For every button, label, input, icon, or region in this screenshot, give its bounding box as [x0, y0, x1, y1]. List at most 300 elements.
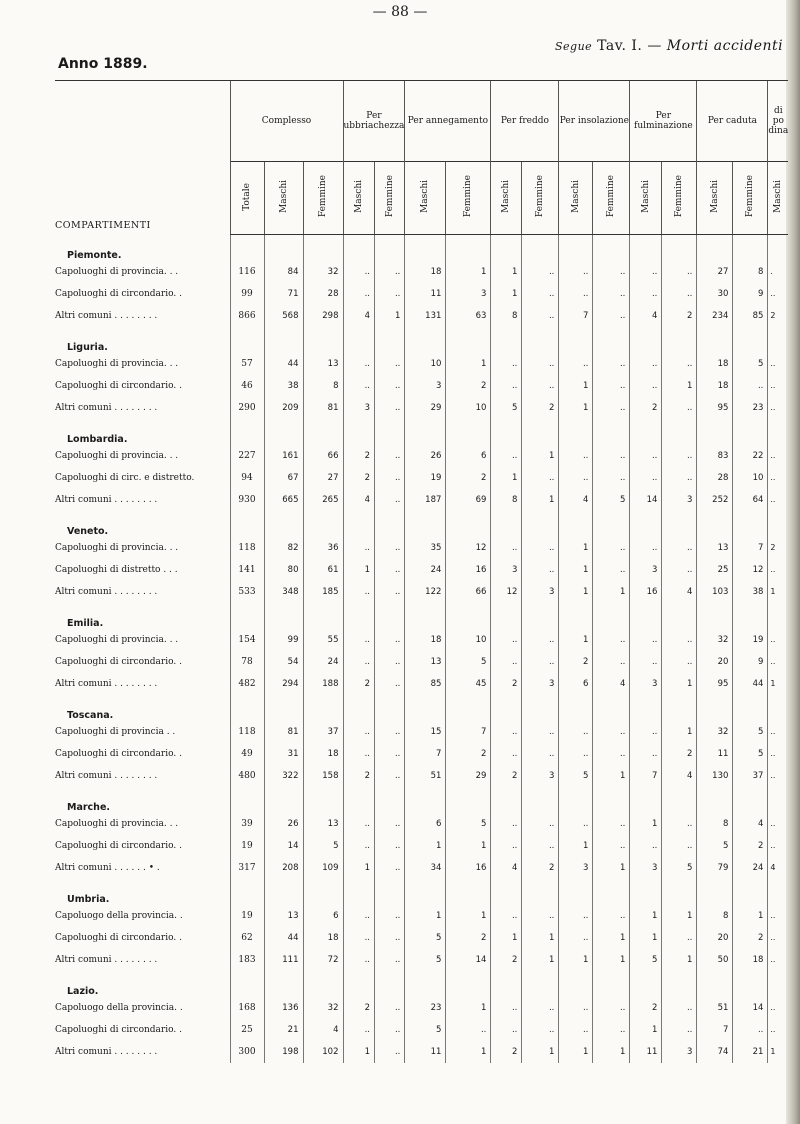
value-cell: 5	[303, 835, 343, 857]
total-cell: 62	[230, 927, 264, 949]
value-cell: 23	[405, 997, 446, 1019]
value-cell: ..	[630, 261, 662, 283]
empty-cell	[405, 235, 446, 261]
total-cell: 25	[230, 1019, 264, 1041]
value-cell: 1	[662, 905, 697, 927]
subheader-femmine: Femmine	[303, 162, 343, 235]
value-cell: 10	[733, 467, 768, 489]
value-cell: 9	[733, 283, 768, 305]
value-cell: 1	[559, 835, 593, 857]
value-cell: 4	[559, 489, 593, 511]
value-cell: ..	[662, 629, 697, 651]
value-cell: 5	[491, 397, 522, 419]
value-cell: ..	[593, 467, 630, 489]
empty-cell	[630, 603, 662, 629]
value-cell: 6	[559, 673, 593, 695]
value-cell: 16	[446, 857, 491, 879]
region-row	[55, 879, 788, 905]
value-cell: ..	[375, 927, 405, 949]
value-cell: ..	[630, 283, 662, 305]
value-cell: 1	[768, 673, 788, 695]
value-cell: 2	[491, 949, 522, 971]
value-cell: 25	[697, 559, 733, 581]
value-cell: 5	[405, 1019, 446, 1041]
value-cell: ..	[768, 651, 788, 673]
empty-cell	[662, 327, 697, 353]
table-row	[55, 375, 788, 397]
total-cell: 39	[230, 813, 264, 835]
value-cell: 14	[446, 949, 491, 971]
value-cell: ..	[630, 651, 662, 673]
value-cell: 4	[343, 305, 375, 327]
value-cell: 2	[559, 651, 593, 673]
value-cell: 11	[405, 1041, 446, 1063]
value-cell: 2	[768, 305, 788, 327]
empty-cell	[662, 971, 697, 997]
value-cell: 3	[522, 581, 559, 603]
value-cell: 234	[697, 305, 733, 327]
value-cell: 2	[733, 835, 768, 857]
empty-cell	[264, 879, 303, 905]
region-row	[55, 971, 788, 997]
value-cell: ..	[559, 261, 593, 283]
empty-cell	[343, 971, 375, 997]
value-cell: ..	[522, 651, 559, 673]
value-cell: 1	[491, 927, 522, 949]
value-cell: 1	[593, 857, 630, 879]
value-cell: 2	[630, 397, 662, 419]
value-cell: ..	[343, 537, 375, 559]
value-cell: ..	[593, 283, 630, 305]
empty-cell	[446, 235, 491, 261]
empty-cell	[405, 879, 446, 905]
value-cell: ..	[559, 353, 593, 375]
empty-cell	[662, 419, 697, 445]
value-cell: 1	[630, 1019, 662, 1041]
value-cell: ..	[559, 813, 593, 835]
value-cell: 1	[559, 559, 593, 581]
empty-cell	[593, 327, 630, 353]
empty-cell	[559, 695, 593, 721]
row-label: Capoluoghi di provincia. . .	[55, 634, 179, 645]
row-label: Capoluoghi di circondario. .	[55, 288, 182, 299]
value-cell: ..	[630, 835, 662, 857]
value-cell: ..	[343, 927, 375, 949]
value-cell: 30	[697, 283, 733, 305]
value-cell: 3	[491, 559, 522, 581]
value-cell: 2	[446, 927, 491, 949]
value-cell: 568	[264, 305, 303, 327]
value-cell: 2	[343, 445, 375, 467]
total-cell: 94	[230, 467, 264, 489]
total-cell: 317	[230, 857, 264, 879]
value-cell: 131	[405, 305, 446, 327]
total-cell: 168	[230, 997, 264, 1019]
value-cell: 24	[733, 857, 768, 879]
empty-cell	[593, 419, 630, 445]
row-label: Capoluoghi di circ. e distretto.	[55, 472, 195, 483]
value-cell: 5	[593, 489, 630, 511]
value-cell: 1	[593, 1041, 630, 1063]
value-cell: 11	[630, 1041, 662, 1063]
value-cell: 18	[733, 949, 768, 971]
value-cell: 4	[630, 305, 662, 327]
value-cell: .	[768, 261, 788, 283]
value-cell: 2	[522, 397, 559, 419]
value-cell: ..	[522, 997, 559, 1019]
value-cell: ..	[768, 1019, 788, 1041]
empty-cell	[768, 511, 788, 537]
subheader-femmine: Femmine	[375, 162, 405, 235]
empty-cell	[630, 971, 662, 997]
empty-cell	[446, 511, 491, 537]
value-cell: ..	[522, 375, 559, 397]
empty-cell	[697, 695, 733, 721]
value-cell: 21	[264, 1019, 303, 1041]
value-cell: 74	[697, 1041, 733, 1063]
value-cell: ..	[768, 927, 788, 949]
value-cell: ..	[593, 445, 630, 467]
value-cell: ..	[491, 537, 522, 559]
table-row	[55, 857, 788, 879]
value-cell: 2	[662, 305, 697, 327]
value-cell: 83	[697, 445, 733, 467]
value-cell: 5	[446, 651, 491, 673]
value-cell: 66	[446, 581, 491, 603]
table-row	[55, 489, 788, 511]
value-cell: 2	[768, 537, 788, 559]
region-name: Lazio.	[67, 985, 99, 997]
subheader-maschi: Maschi	[264, 162, 303, 235]
row-label: Altri comuni . . . . . . . .	[55, 954, 158, 965]
value-cell: 22	[733, 445, 768, 467]
value-cell: 63	[446, 305, 491, 327]
empty-cell	[662, 603, 697, 629]
table-row	[55, 629, 788, 651]
value-cell: 5	[697, 835, 733, 857]
empty-cell	[375, 879, 405, 905]
value-cell: 38	[733, 581, 768, 603]
value-cell: 38	[264, 375, 303, 397]
row-label: Altri comuni . . . . . . . .	[55, 678, 158, 689]
value-cell: 294	[264, 673, 303, 695]
value-cell: 29	[446, 765, 491, 787]
subheader-femmine: Femmine	[733, 162, 768, 235]
empty-cell	[559, 787, 593, 813]
empty-cell	[522, 327, 559, 353]
value-cell: ..	[343, 721, 375, 743]
row-label: Capoluoghi di provincia. . .	[55, 818, 179, 829]
subheader-maschi: Maschi	[559, 162, 593, 235]
value-cell: ..	[491, 905, 522, 927]
value-cell: 3	[662, 489, 697, 511]
table-row	[55, 721, 788, 743]
running-title-tav: Tav. I.	[597, 38, 643, 54]
value-cell: ..	[375, 581, 405, 603]
empty-cell	[630, 235, 662, 261]
value-cell: 3	[630, 559, 662, 581]
value-cell: 36	[303, 537, 343, 559]
value-cell: ..	[733, 1019, 768, 1041]
value-cell: 198	[264, 1041, 303, 1063]
value-cell: 8	[491, 305, 522, 327]
empty-cell	[697, 327, 733, 353]
empty-cell	[522, 419, 559, 445]
value-cell: ..	[375, 813, 405, 835]
value-cell: ..	[662, 1019, 697, 1041]
subheader-maschi: Maschi	[630, 162, 662, 235]
empty-cell	[405, 419, 446, 445]
value-cell: 1	[559, 397, 593, 419]
empty-cell	[446, 695, 491, 721]
empty-cell	[230, 327, 264, 353]
empty-cell	[230, 235, 264, 261]
empty-cell	[491, 971, 522, 997]
value-cell: ..	[768, 765, 788, 787]
value-cell: ..	[593, 743, 630, 765]
empty-cell	[768, 327, 788, 353]
total-cell: 141	[230, 559, 264, 581]
value-cell: ..	[343, 283, 375, 305]
value-cell: ..	[375, 375, 405, 397]
value-cell: 208	[264, 857, 303, 879]
empty-cell	[559, 511, 593, 537]
value-cell: 3	[630, 857, 662, 879]
subheader-maschi: Maschi	[343, 162, 375, 235]
value-cell: ..	[559, 1019, 593, 1041]
value-cell: 103	[697, 581, 733, 603]
row-label: Altri comuni . . . . . . . .	[55, 402, 158, 413]
value-cell: 1	[593, 581, 630, 603]
value-cell: ..	[662, 353, 697, 375]
value-cell: 3	[446, 283, 491, 305]
value-cell: 1	[446, 905, 491, 927]
value-cell: 31	[264, 743, 303, 765]
value-cell: 1	[593, 927, 630, 949]
value-cell: ..	[522, 1019, 559, 1041]
total-cell: 46	[230, 375, 264, 397]
value-cell: 2	[662, 743, 697, 765]
value-cell: 72	[303, 949, 343, 971]
value-cell: 130	[697, 765, 733, 787]
value-cell: 1	[559, 629, 593, 651]
value-cell: 1	[491, 283, 522, 305]
value-cell: 8	[303, 375, 343, 397]
value-cell: 1	[343, 1041, 375, 1063]
group-header-caduta: Per caduta	[697, 81, 768, 162]
value-cell: ..	[768, 743, 788, 765]
empty-cell	[630, 695, 662, 721]
value-cell: 14	[733, 997, 768, 1019]
empty-cell	[768, 879, 788, 905]
value-cell: 66	[303, 445, 343, 467]
value-cell: 28	[303, 283, 343, 305]
group-header-cut: di po dina	[768, 81, 788, 162]
value-cell: 2	[343, 765, 375, 787]
value-cell: 51	[405, 765, 446, 787]
value-cell: 1	[446, 835, 491, 857]
value-cell: 44	[264, 927, 303, 949]
value-cell: 54	[264, 651, 303, 673]
value-cell: ..	[768, 721, 788, 743]
value-cell: 2	[733, 927, 768, 949]
value-cell: 10	[446, 397, 491, 419]
value-cell: 1	[446, 353, 491, 375]
empty-cell	[230, 511, 264, 537]
value-cell: ..	[593, 559, 630, 581]
table-row	[55, 1041, 788, 1063]
value-cell: ..	[768, 813, 788, 835]
empty-cell	[768, 419, 788, 445]
value-cell: 2	[491, 765, 522, 787]
value-cell: ..	[559, 445, 593, 467]
value-cell: 1	[522, 489, 559, 511]
row-label: Altri comuni . . . . . . . .	[55, 586, 158, 597]
value-cell: 82	[264, 537, 303, 559]
value-cell: ..	[491, 997, 522, 1019]
table-row	[55, 305, 788, 327]
empty-cell	[405, 971, 446, 997]
empty-cell	[630, 327, 662, 353]
region-name: Liguria.	[67, 341, 108, 353]
empty-cell	[230, 603, 264, 629]
value-cell: ..	[491, 445, 522, 467]
empty-cell	[593, 695, 630, 721]
value-cell: 19	[405, 467, 446, 489]
value-cell: 45	[446, 673, 491, 695]
total-cell: 930	[230, 489, 264, 511]
empty-cell	[733, 787, 768, 813]
value-cell: 5	[733, 721, 768, 743]
value-cell: 55	[303, 629, 343, 651]
empty-cell	[343, 787, 375, 813]
value-cell: ..	[343, 261, 375, 283]
empty-cell	[303, 787, 343, 813]
table-row	[55, 261, 788, 283]
empty-cell	[522, 511, 559, 537]
value-cell: 64	[733, 489, 768, 511]
empty-cell	[697, 235, 733, 261]
empty-cell	[733, 235, 768, 261]
empty-cell	[733, 879, 768, 905]
empty-cell	[630, 787, 662, 813]
group-header-insolazione: Per insolazione	[559, 81, 630, 162]
value-cell: ..	[446, 1019, 491, 1041]
value-cell: ..	[593, 397, 630, 419]
value-cell: 1	[630, 927, 662, 949]
value-cell: ..	[343, 743, 375, 765]
empty-cell	[375, 419, 405, 445]
value-cell: 10	[446, 629, 491, 651]
empty-cell	[230, 971, 264, 997]
empty-cell	[768, 695, 788, 721]
value-cell: 16	[446, 559, 491, 581]
empty-cell	[733, 511, 768, 537]
subheader-maschi: Maschi	[697, 162, 733, 235]
empty-cell	[630, 511, 662, 537]
value-cell: 13	[264, 905, 303, 927]
value-cell: 1	[593, 765, 630, 787]
value-cell: 32	[697, 629, 733, 651]
value-cell: ..	[593, 1019, 630, 1041]
empty-cell	[230, 787, 264, 813]
value-cell: 71	[264, 283, 303, 305]
total-cell: 290	[230, 397, 264, 419]
value-cell: 1	[559, 537, 593, 559]
value-cell: ..	[491, 1019, 522, 1041]
value-cell: 11	[405, 283, 446, 305]
running-title-text: Morti accidenti	[666, 38, 784, 54]
empty-cell	[697, 879, 733, 905]
value-cell: 80	[264, 559, 303, 581]
value-cell: ..	[375, 857, 405, 879]
table-row	[55, 1019, 788, 1041]
value-cell: 1	[522, 927, 559, 949]
total-cell: 19	[230, 905, 264, 927]
table-row	[55, 997, 788, 1019]
empty-cell	[375, 787, 405, 813]
value-cell: 7	[733, 537, 768, 559]
empty-cell	[405, 695, 446, 721]
value-cell: ..	[768, 997, 788, 1019]
running-title-segue: Segue	[555, 40, 593, 53]
value-cell: 35	[405, 537, 446, 559]
value-cell: ..	[491, 835, 522, 857]
value-cell: ..	[768, 467, 788, 489]
value-cell: ..	[375, 765, 405, 787]
row-label: Capoluoghi di circondario. .	[55, 840, 182, 851]
value-cell: 1	[662, 949, 697, 971]
empty-cell	[733, 419, 768, 445]
value-cell: 13	[303, 813, 343, 835]
value-cell: 26	[405, 445, 446, 467]
value-cell: ..	[768, 489, 788, 511]
value-cell: ..	[559, 927, 593, 949]
value-cell: 44	[733, 673, 768, 695]
empty-cell	[593, 511, 630, 537]
empty-cell	[264, 235, 303, 261]
region-row	[55, 787, 788, 813]
value-cell: 2	[446, 467, 491, 489]
row-label: Capoluoghi di distretto . . .	[55, 564, 178, 575]
total-cell: 154	[230, 629, 264, 651]
empty-cell	[768, 603, 788, 629]
value-cell: ..	[491, 375, 522, 397]
empty-cell	[491, 511, 522, 537]
empty-cell	[662, 787, 697, 813]
value-cell: ..	[375, 353, 405, 375]
empty-cell	[522, 971, 559, 997]
value-cell: ..	[630, 353, 662, 375]
value-cell: 3	[343, 397, 375, 419]
value-cell: ..	[343, 1019, 375, 1041]
empty-cell	[662, 511, 697, 537]
value-cell: 99	[264, 629, 303, 651]
value-cell: 85	[733, 305, 768, 327]
empty-cell	[768, 787, 788, 813]
total-cell: 482	[230, 673, 264, 695]
value-cell: 16	[630, 581, 662, 603]
value-cell: ..	[768, 629, 788, 651]
table-row	[55, 581, 788, 603]
table-row	[55, 445, 788, 467]
value-cell: ..	[522, 261, 559, 283]
value-cell: ..	[662, 445, 697, 467]
table-row	[55, 835, 788, 857]
value-cell: ..	[593, 835, 630, 857]
subheader-femmine: Femmine	[593, 162, 630, 235]
value-cell: 81	[303, 397, 343, 419]
